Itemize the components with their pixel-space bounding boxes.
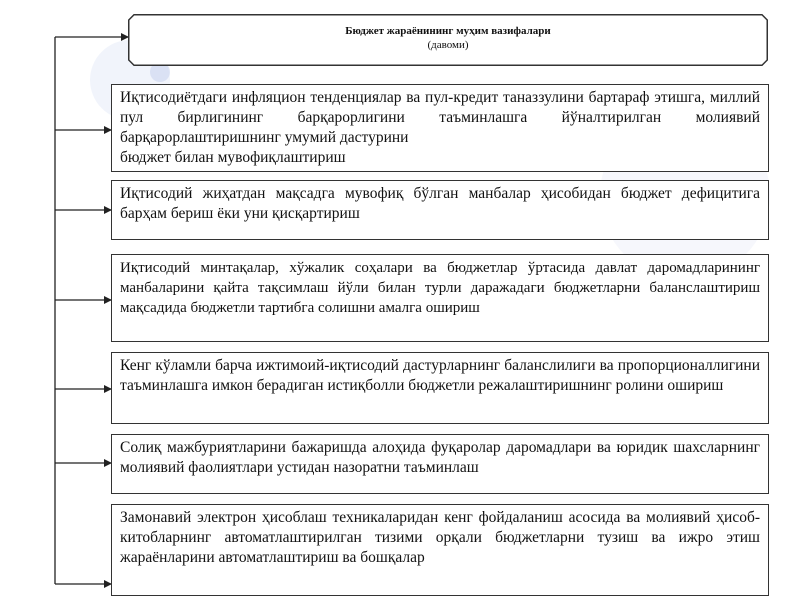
function-text: Замонавий электрон ҳисоблаш техникаларидан кенг фойдаланиш асосида ва молиявий ҳисоб-китобларнинг автоматлаштирилган тизими орқали бюджетларни тузиш ва ижро этиш жараёнларини автоматлаштириш ва бошқалар [120, 509, 760, 566]
diagram-title: Бюджет жараёнининг муҳим вазифалари [345, 25, 551, 37]
function-text: Солиқ мажбуриятларини бажаришда алоҳида фуқаролар даромадлари ва юридик шахсларнинг молиявий фаолиятлари устидан назоратни таъминлаш [120, 439, 760, 476]
function-box-2 [111, 180, 769, 240]
function-box-4 [111, 352, 769, 424]
function-text: Иқтисодий минтақалар, хўжалик соҳалари ва бюджетлар ўртасида давлат даромадларининг манбаларини қайта тақсимлаш йўли билан турли даражадаги бюджетларни баланслаштириш мақсадида бюджетли тартибга солишни амалга ошириш [120, 260, 760, 316]
function-text-continued: бюджет билан мувофиқлаштириш [120, 149, 346, 166]
diagram-subtitle: (давоми) [427, 39, 469, 51]
function-text: Иқтисодиётдаги инфляцион тенденциялар ва пул-кредит таназзулини бартараф этишга, миллий пул бирлигининг барқарорлигини таъминлашга йўналтирилган молиявий барқарорлаштиришнинг умумий дастурини [120, 89, 760, 146]
function-box-5 [111, 434, 769, 494]
function-text: Иқтисодий жиҳатдан мақсадга мувофиқ бўлган манбалар ҳисобидан бюджет дефицитига барҳам бериш ёки уни қисқартириш [120, 185, 760, 222]
function-box-1 [111, 84, 769, 172]
function-box-6 [111, 504, 769, 596]
function-box-3 [111, 254, 769, 342]
title-box [128, 14, 768, 66]
function-text: Кенг кўламли барча ижтимоий-иқтисодий дастурларнинг баланслилиги ва пропорционаллигини таъминлашга имкон берадиган истиқболли бюджетли режалаштиришнинг ролини ошириш [120, 357, 760, 394]
